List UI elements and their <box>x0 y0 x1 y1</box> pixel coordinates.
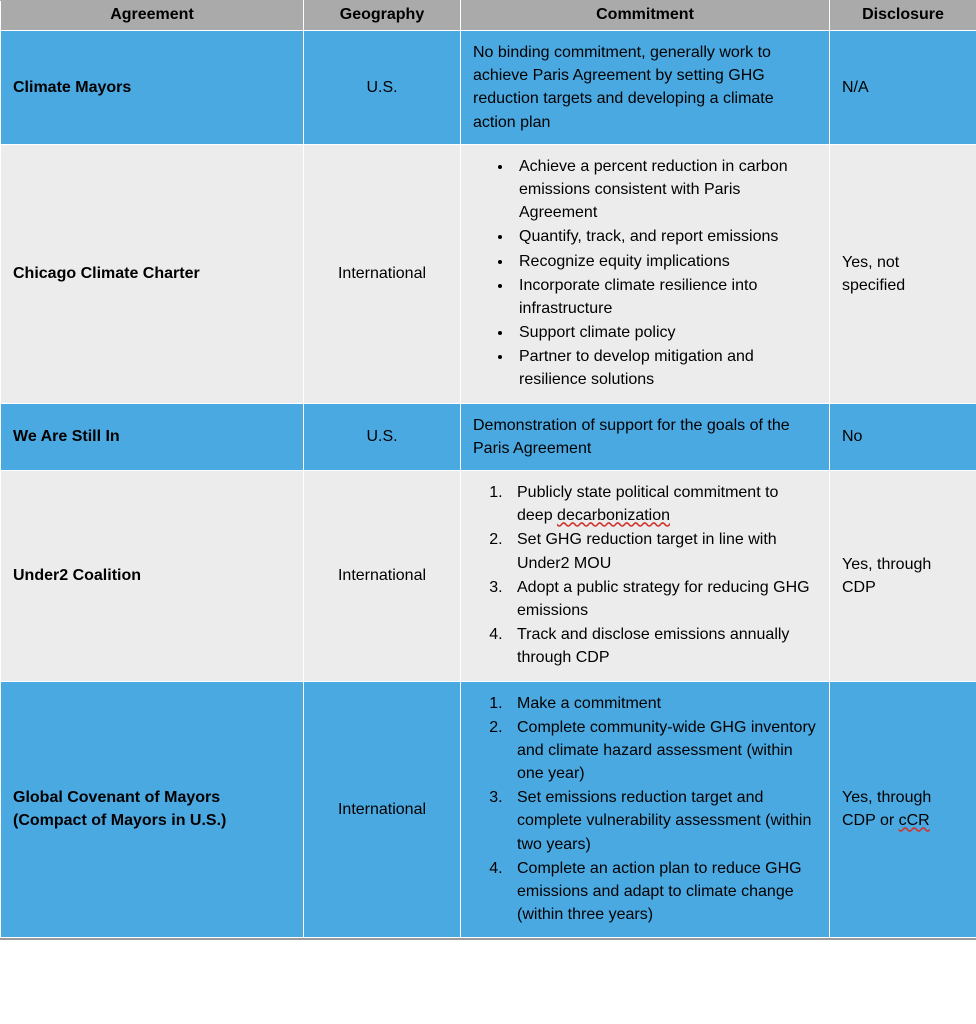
column-header-disclosure: Disclosure <box>830 1 976 31</box>
commitment-list-item: 4. Complete an action plan to reduce GHG emissions and adapt to climate change (within three years) <box>507 857 817 927</box>
cell-agreement: We Are Still In <box>1 403 304 470</box>
cell-disclosure: No <box>830 403 976 470</box>
cell-agreement: Climate Mayors <box>1 31 304 145</box>
table-header <box>1 1 976 31</box>
commitment-text: Demonstration of support for the goals of the Paris Agreement <box>473 416 790 457</box>
commitment-list <box>473 481 817 670</box>
cell-commitment <box>461 31 830 145</box>
commitment-list-item: • Incorporate climate resilience into infrastructure <box>513 274 817 320</box>
commitment-text: No binding commitment, generally work to achieve Paris Agreement by setting GHG reduction targets and developing a climate action plan <box>473 44 774 131</box>
table-row <box>1 471 976 682</box>
table-row <box>1 681 976 938</box>
commitment-list-item: 1. Make a commitment <box>507 692 817 715</box>
commitment-list-item: • Partner to develop mitigation and resilience solutions <box>513 345 817 391</box>
commitment-list-item: 2. Complete community-wide GHG inventory and climate hazard assessment (within one year) <box>507 716 817 786</box>
commitment-list-item: 3. Set emissions reduction target and complete vulnerability assessment (within two years) <box>507 786 817 856</box>
column-header-commitment: Commitment <box>461 1 830 31</box>
cell-disclosure: Yes, through CDP <box>830 471 976 682</box>
commitment-list-item: • Recognize equity implications <box>513 250 817 273</box>
commitment-list-item: • Support climate policy <box>513 321 817 344</box>
column-header-agreement: Agreement <box>1 1 304 31</box>
cell-commitment <box>461 403 830 470</box>
table-header-row <box>1 1 976 31</box>
cell-commitment <box>461 471 830 682</box>
cell-agreement: Global Covenant of Mayors (Compact of Mayors in U.S.) <box>1 681 304 938</box>
table-row <box>1 403 976 470</box>
table-body <box>1 31 976 938</box>
table-bottom-rule <box>0 938 976 940</box>
table-row <box>1 144 976 403</box>
cell-commitment <box>461 681 830 938</box>
commitment-list-item: 4. Track and disclose emissions annually through CDP <box>507 623 817 669</box>
commitment-list-item: • Achieve a percent reduction in carbon emissions consistent with Paris Agreement <box>513 155 817 225</box>
column-header-geography: Geography <box>304 1 461 31</box>
cell-disclosure: Yes, not specified <box>830 144 976 403</box>
cell-geography: International <box>304 471 461 682</box>
table-row <box>1 31 976 145</box>
commitment-list-item: 2. Set GHG reduction target in line with Under2 MOU <box>507 528 817 574</box>
commitment-list <box>473 692 817 927</box>
cell-disclosure: Yes, through CDP or cCR <box>830 681 976 938</box>
cell-agreement: Chicago Climate Charter <box>1 144 304 403</box>
cell-geography: International <box>304 681 461 938</box>
cell-geography: International <box>304 144 461 403</box>
cell-commitment <box>461 144 830 403</box>
commitment-list-item: 1. Publicly state political commitment to deep decarbonization <box>507 481 817 527</box>
cell-agreement: Under2 Coalition <box>1 471 304 682</box>
cell-disclosure: N/A <box>830 31 976 145</box>
commitment-list <box>473 155 817 392</box>
commitment-list-item: 3. Adopt a public strategy for reducing GHG emissions <box>507 576 817 622</box>
commitment-list-item: • Quantify, track, and report emissions <box>513 225 817 248</box>
cell-geography: U.S. <box>304 31 461 145</box>
cell-geography: U.S. <box>304 403 461 470</box>
